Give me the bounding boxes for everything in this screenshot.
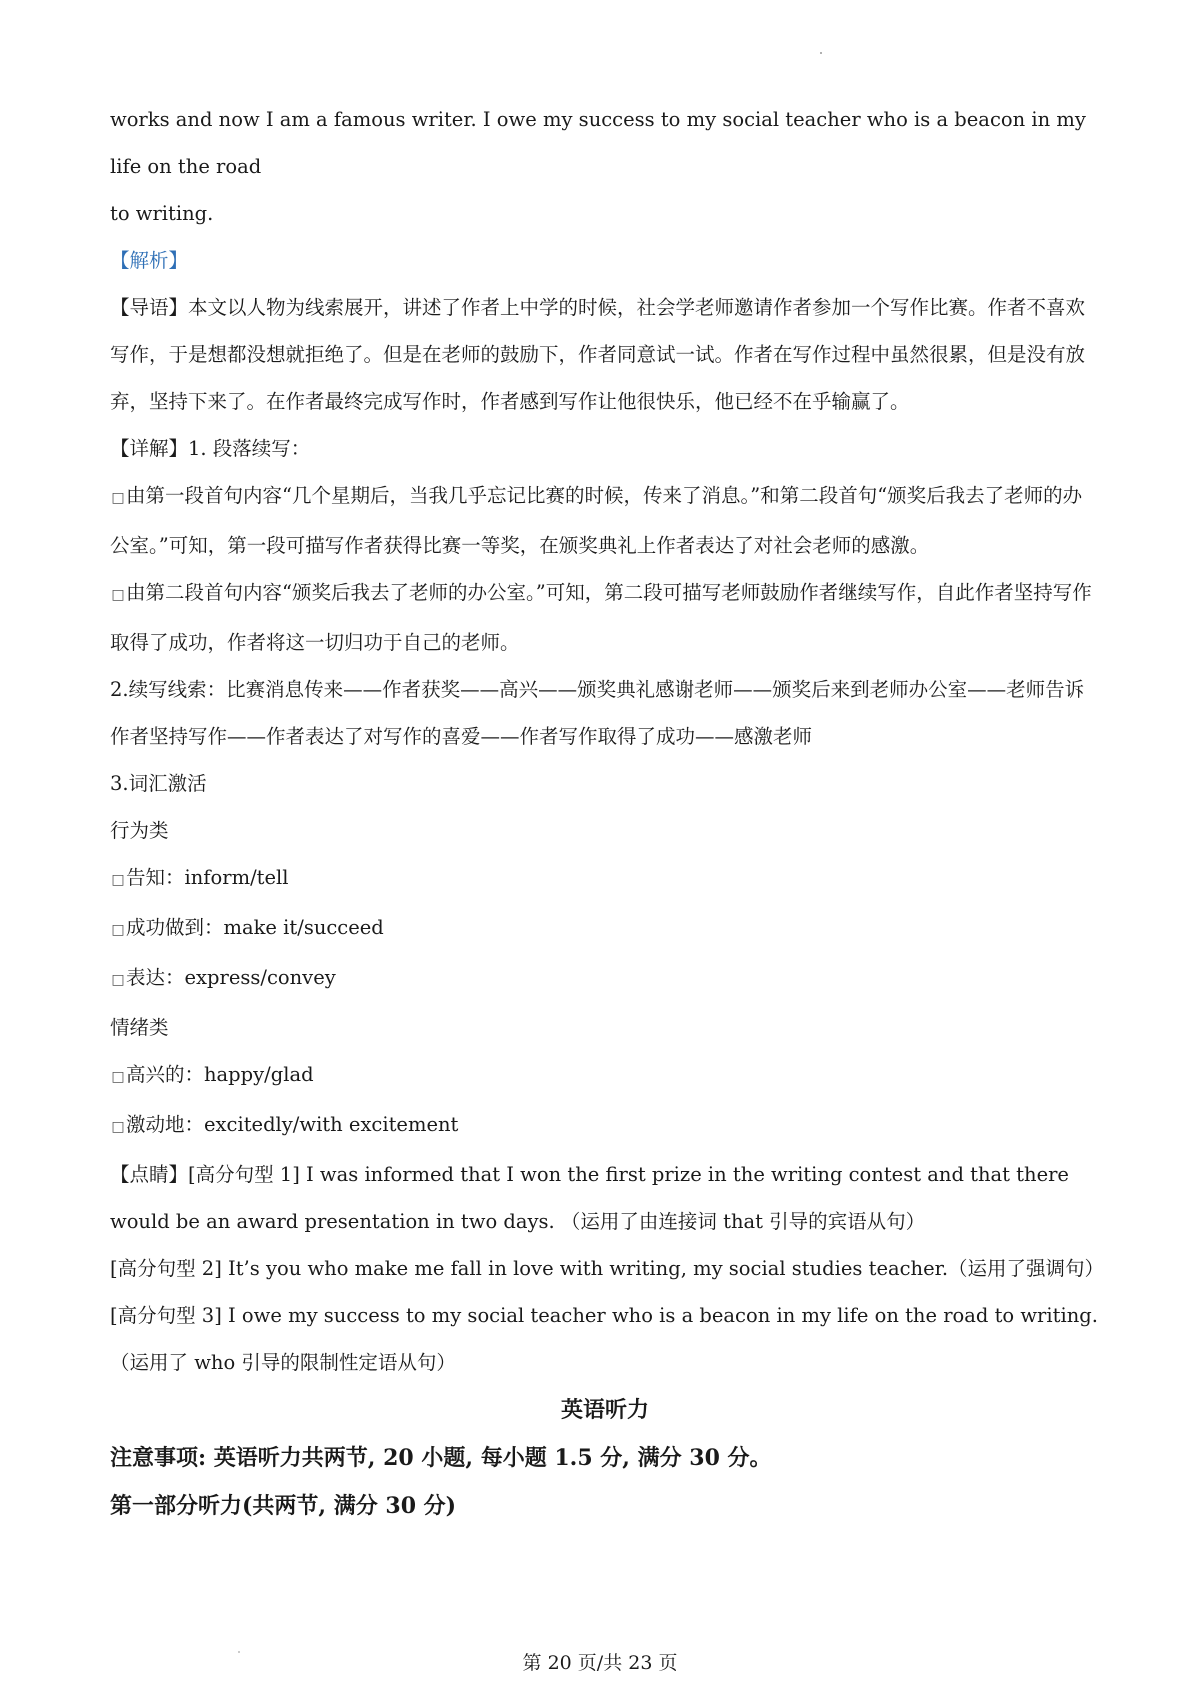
page-footer: 第 20 页/共 23 页 (522, 1652, 678, 1674)
section-label-jiexi: 【解析】 (110, 249, 189, 272)
box-glyph-icon: □ (111, 1119, 125, 1135)
page-content (110, 96, 1105, 1530)
vocab-item: □告知：inform/tell (110, 854, 1100, 904)
paragraph-clue: 2.续写线索：比赛消息传来——作者获奖——高兴——颁奖典礼感谢老师——颁奖后来到老师办公室——老师告诉作者坚持写作——作者表达了对写作的喜爱——作者写作取得了成功——感激老师 (110, 678, 1085, 748)
box-glyph-icon: □ (111, 922, 125, 938)
vocab-category: 情绪类 (110, 1016, 169, 1039)
part-heading: 第一部分听力(共两节, 满分 30 分) (110, 1493, 457, 1519)
box-glyph-icon: □ (111, 972, 125, 988)
vocab-item: □激动地：excitedly/with excitement (110, 1101, 1100, 1151)
box-glyph-icon: □ (111, 490, 125, 506)
scan-speck (820, 52, 822, 54)
section-title: 英语听力 (560, 1397, 649, 1423)
paragraph-line: works and now I am a famous writer. I owe my success to my social teacher who is a beacon in my life on the road (110, 108, 1086, 178)
paragraph-point-1: □由第一段首句内容“几个星期后，当我几乎忘记比赛的时候，传来了消息。”和第二段首句“颁奖后我去了老师的办公室。”可知，第一段可描写作者获得比赛一等奖，在颁奖典礼上作者表达了对社会老师的感激。 (110, 472, 1100, 569)
vocab-item: □表达：express/convey (110, 954, 1100, 1004)
vocab-item: □成功做到：make it/succeed (110, 904, 1100, 954)
vocab-item: □高兴的：happy/glad (110, 1051, 1100, 1101)
box-glyph-icon: □ (111, 1069, 125, 1085)
sentence-pattern-2: [高分句型 2] It’s you who make me fall in love with writing, my social studies teacher.（运用了强调句） (110, 1257, 1105, 1280)
paragraph-daoyu: 【导语】本文以人物为线索展开，讲述了作者上中学的时候，社会学老师邀请作者参加一个写作比赛。作者不喜欢写作，于是想都没想就拒绝了。但是在老师的鼓励下，作者同意试一试。作者在写作过程中虽然很累，但是没有放弃，坚持下来了。在作者最终完成写作时，作者感到写作让他很快乐，他已经不在乎输赢了。 (110, 296, 1086, 413)
vocab-heading: 3.词汇激活 (110, 772, 207, 795)
box-glyph-icon: □ (111, 872, 125, 888)
notice-line: 注意事项: 英语听力共两节, 20 小题, 每小题 1.5 分, 满分 30 分。 (110, 1445, 772, 1471)
paragraph-point-2: □由第二段首句内容“颁奖后我去了老师的办公室。”可知，第二段可描写老师鼓励作者继续写作，自此作者坚持写作取得了成功，作者将这一切归功于自己的老师。 (110, 569, 1100, 666)
paragraph-line: to writing. (110, 202, 214, 225)
vocab-category: 行为类 (110, 819, 169, 842)
paragraph-dianjing: 【点睛】[高分句型 1] I was informed that I won the first prize in the writing contest and that there would be an award presentation in two days. （运用了由连接词 that 引导的宾语从句） (110, 1163, 1069, 1233)
paragraph-xiangjie: 【详解】1. 段落续写： (110, 437, 311, 460)
box-glyph-icon: □ (111, 587, 125, 603)
sentence-pattern-3: [高分句型 3] I owe my success to my social teacher who is a beacon in my life on the road to writing.（运用了 who 引导的限制性定语从句） (110, 1304, 1098, 1374)
